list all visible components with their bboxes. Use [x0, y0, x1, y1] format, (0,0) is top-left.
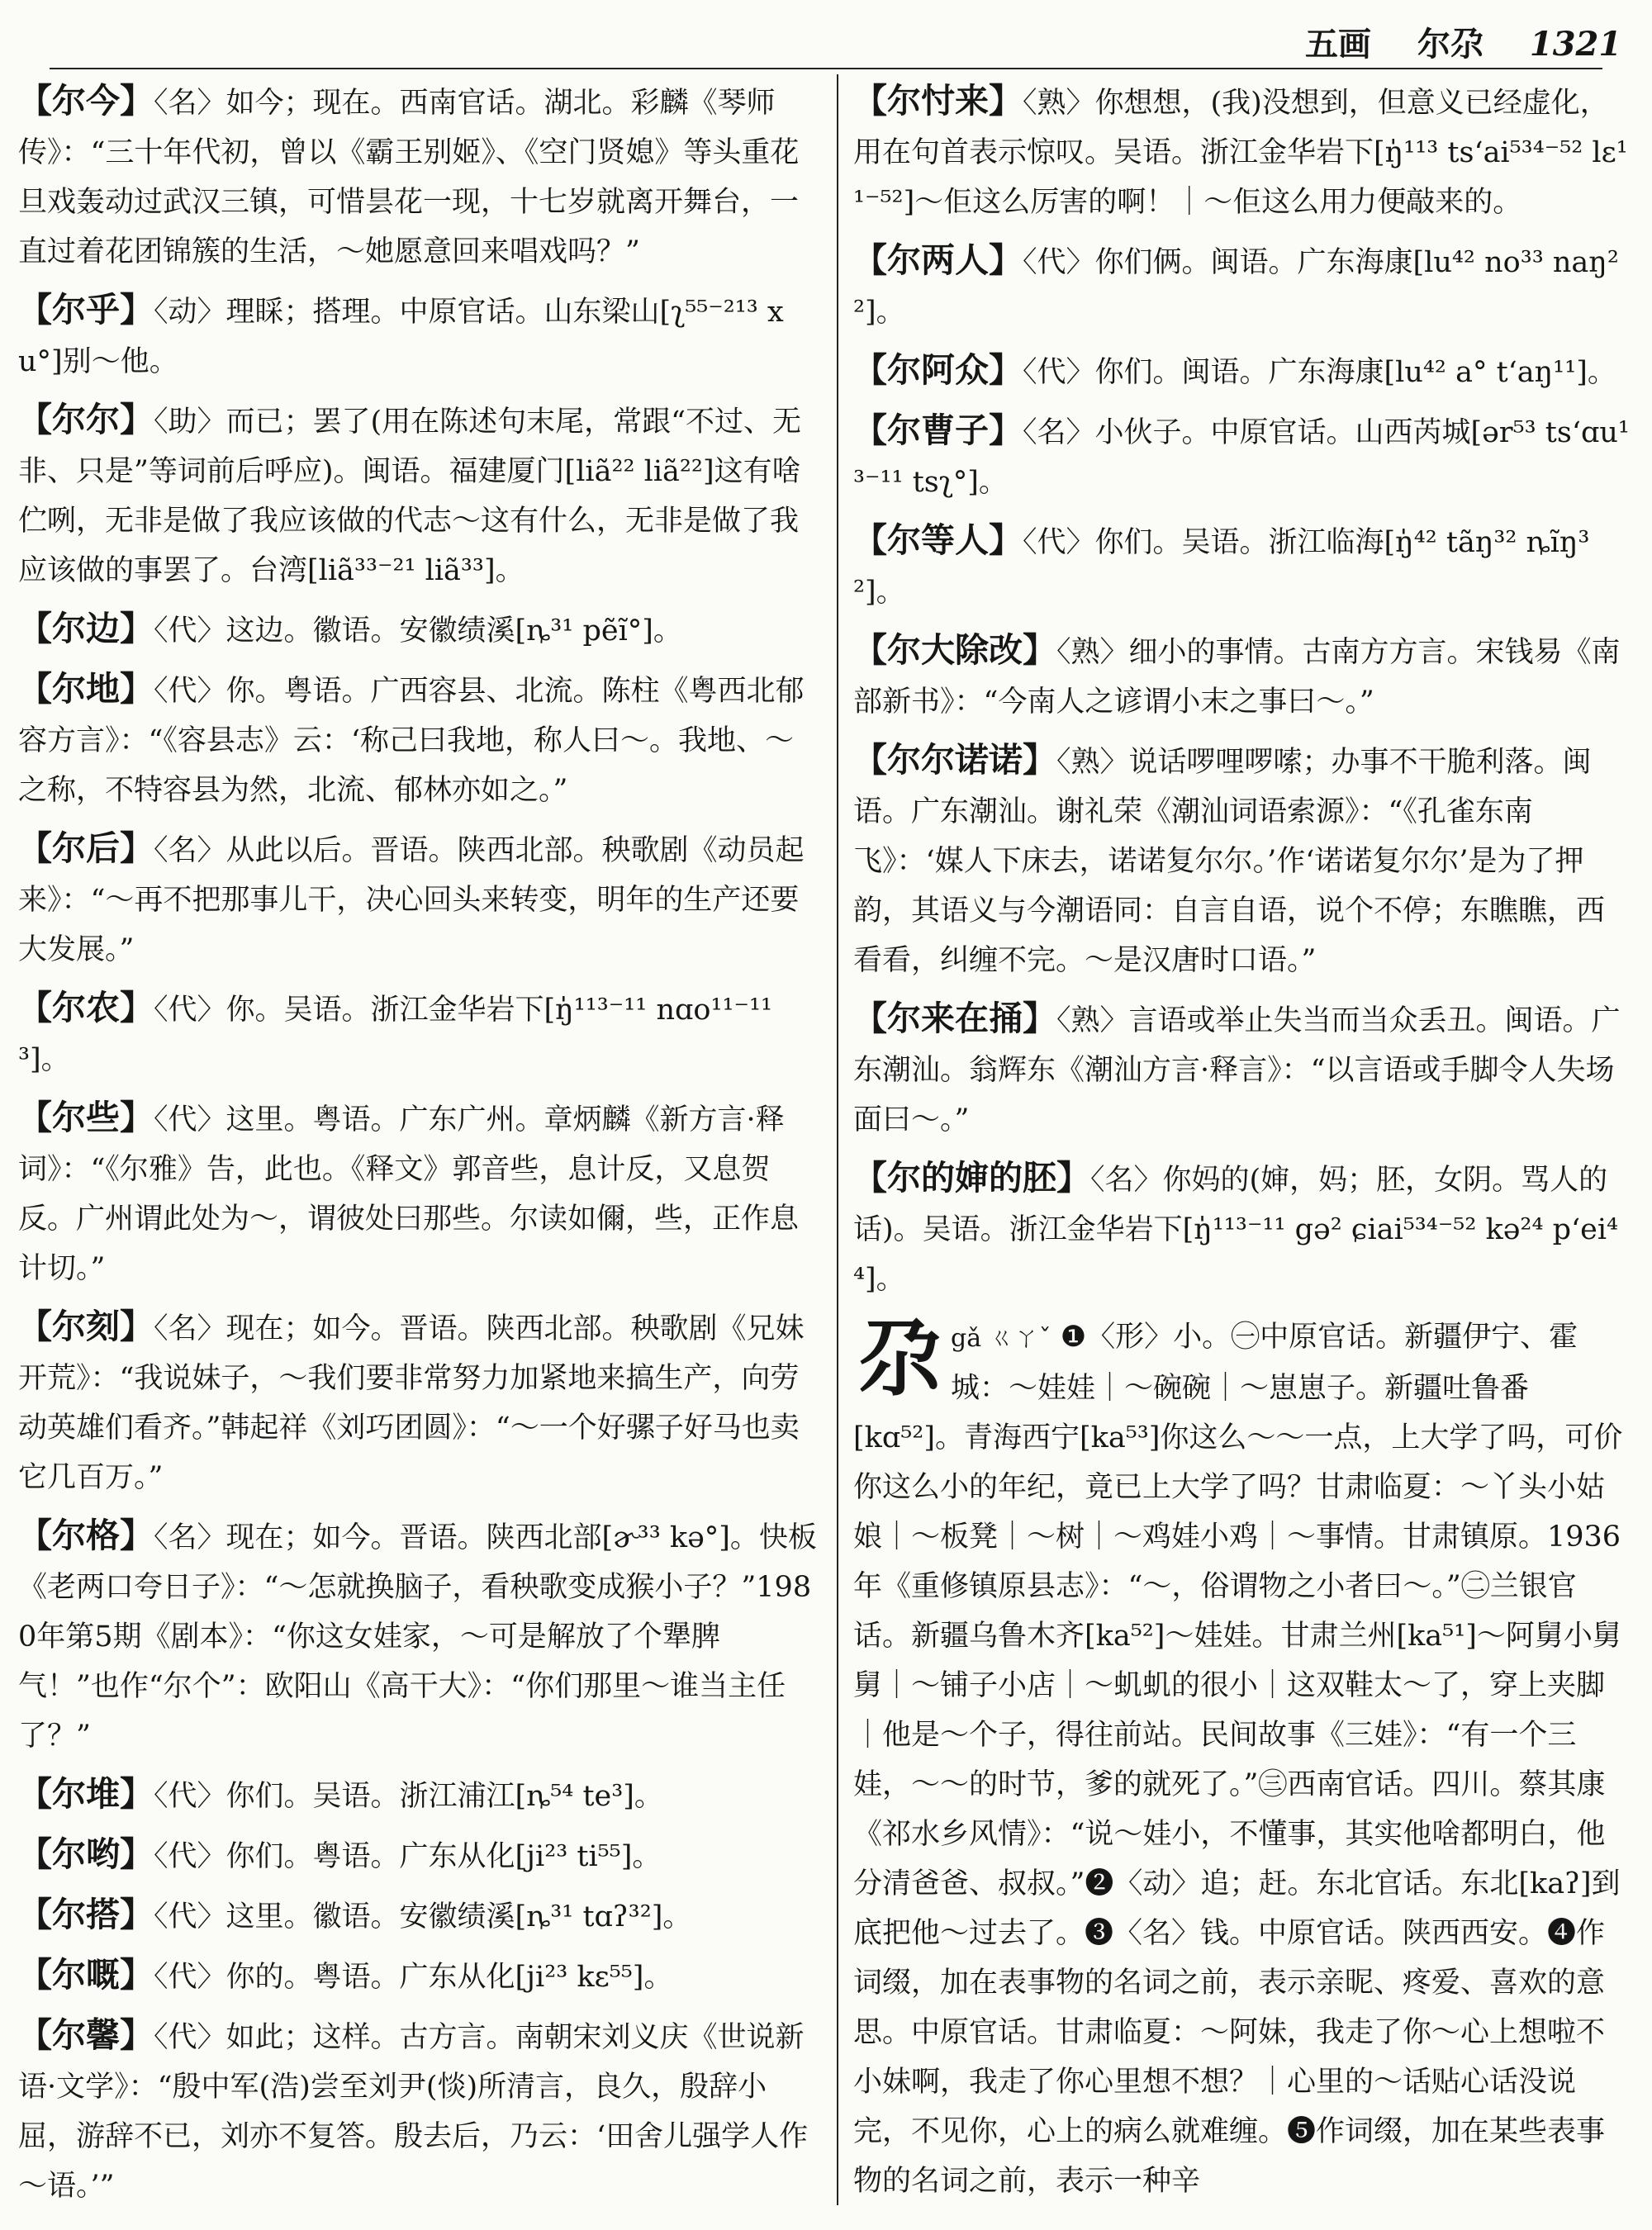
entry-headword: 【尔曹子】: [853, 410, 1023, 450]
entry-headword: 【尔些】: [18, 1098, 154, 1137]
entry-headword: 【尔等人】: [853, 520, 1023, 560]
entry-headword: 【尔两人】: [853, 240, 1023, 280]
entry-definition: 〈代〉你们。吴语。浙江临海[ŋ̍⁴² tãŋ³² ȵĩŋ³²]。: [853, 526, 1590, 609]
header-rule: [50, 68, 1602, 69]
headword-character: 尕: [858, 1310, 941, 1407]
dictionary-entry: [853, 625, 1630, 727]
entry-definition: 〈助〉而已；罢了(用在陈述句末尾，常跟“不过、无非、只是”等词前后呼应)。闽语。福建厦门[liã²² liã²²]这有啥伫咧，无非是做了我应该做的代志～这有什么，无非是做了我应该做的事罢了。台湾[liã³³⁻²¹ liã³³]。: [18, 406, 802, 587]
entry-definition: 〈代〉这里。徽语。安徽绩溪[ȵ³¹ tɑʔ³²]。: [154, 1900, 692, 1933]
page-header: [1305, 18, 1622, 68]
entry-headword: 【尔地】: [18, 669, 154, 709]
dictionary-entry: [18, 2010, 821, 2211]
entry-headword: 【尔刻】: [18, 1307, 154, 1346]
dictionary-entry: [18, 1890, 821, 1942]
dictionary-entry: [853, 406, 1630, 507]
entry-headword: 【尔今】: [18, 81, 154, 121]
dictionary-entry: [18, 1769, 821, 1821]
entry-headword: 【尔阿众】: [853, 350, 1023, 390]
entry-definition: 〈名〉现在；如今。晋语。陕西北部[ɚ³³ kə°]。快板《老两口夸日子》：“～怎就换脑子，看秧歌变成猴小子？”1980年第5期《剧本》：“你这女娃家，～可是解放了个犟脾气！”也作“尔个”：欧阳山《高干大》：“你们那里～谁当主任了？”: [18, 1521, 817, 1753]
dictionary-entry: [853, 994, 1630, 1145]
dictionary-entry: [18, 285, 821, 387]
right-column: [853, 76, 1630, 2206]
entry-definition: 〈代〉你的。粤语。广东从化[ji²³ kɛ⁵⁵]。: [154, 1961, 673, 1994]
page-number: 1321: [1529, 25, 1622, 64]
dictionary-entry: [853, 76, 1630, 227]
dictionary-entry: [853, 345, 1630, 397]
dictionary-entry: [18, 1302, 821, 1502]
entry-headword: 【尔搭】: [18, 1895, 154, 1934]
entry-headword: 【尔乎】: [18, 290, 154, 330]
entry-headword: 【尔后】: [18, 828, 154, 868]
character-entry-body: ❶〈形〉小。㊀中原官话。新疆伊宁、霍城：～娃娃｜～碗碗｜～崽崽子。新疆吐鲁番[kɑ⁵²]。青海西宁[ka⁵³]你这么～～一点，上大学了吗，可价你这么小的年纪，竟已上大学了吗？甘肃临夏：～丫头小姑娘｜～板凳｜～树｜～鸡娃小鸡｜～事情。甘肃镇原。1936年《重修镇原县志》：“～，俗谓物之小者曰～。”㊁兰银官话。新疆乌鲁木齐[ka⁵²]～娃娃。甘肃兰州[ka⁵¹]～阿舅小舅舅｜～铺子小店｜～虮虮的很小｜这双鞋太～了，穿上夹脚｜他是～个子，得往前站。民间故事《三娃》：“有一个三娃，～～的时节，爹的就死了。”㊂西南官话。四川。蔡其康《祁水乡风情》：“说～娃小，不懂事，其实他啥都明白，他分清爸爸、叔叔。”❷〈动〉追；赶。东北官话。东北[kaʔ]到底把他～过去了。❸〈名〉钱。中原官话。陕西西安。❹作词缀，加在表事物的名词之前，表示亲昵、疼爱、喜欢的意思。中原官话。甘肃临夏：～阿妹，我走了你～心上想啦不小妹啊，我走了你心里想不想？｜心里的～话贴心话没说完，不见你，心上的病么就难缠。❺作词缀，加在某些表事物的名词之前，表示一种辛: [853, 1321, 1623, 2198]
entry-definition: 〈熟〉你想想，(我)没想到，但意义已经虚化，用在句首表示惊叹。吴语。浙江金华岩下[ŋ̍¹¹³ ts‘ai⁵³⁴⁻⁵² lɛ¹¹⁻⁵²]～佢这么厉害的啊！｜～佢这么用力便敲来的。: [853, 87, 1628, 219]
dictionary-entry: [853, 235, 1630, 337]
dictionary-entry: [18, 1950, 821, 2002]
entry-headword: 【尔忖来】: [853, 81, 1023, 121]
dictionary-entry: [18, 76, 821, 277]
dictionary-entry: [853, 515, 1630, 617]
entry-definition: 〈代〉你。粤语。广西容县、北流。陈柱《粤西北郁容方言》：“《容县志》云：‘称己曰我地，称人曰～。我地、～之称，不特容县为然，北流、郁林亦如之。”: [18, 675, 805, 807]
entry-headword: 【尔格】: [18, 1516, 154, 1555]
dictionary-entry: [18, 1093, 821, 1293]
dictionary-entry: [18, 604, 821, 656]
entry-headword: 【尔农】: [18, 988, 154, 1027]
entry-definition: 〈熟〉言语或举止失当而当众丢丑。闽语。广东潮汕。翁辉东《潮汕方言·释言》：“以言语或手脚令人失场面曰～。”: [853, 1004, 1621, 1136]
dictionary-entry: [18, 983, 821, 1084]
section-characters: 尔尕: [1417, 25, 1483, 64]
stroke-count: 五画: [1305, 25, 1371, 64]
column-divider: [837, 74, 838, 2205]
entry-headword: 【尔堆】: [18, 1774, 154, 1814]
left-column: [18, 76, 821, 2219]
entry-definition: 〈代〉你们俩。闽语。广东海康[lu⁴² no³³ naŋ²²]。: [853, 246, 1619, 329]
entry-definition: 〈代〉你们。闽语。广东海康[lu⁴² a° t‘aŋ¹¹]。: [1023, 356, 1616, 389]
entry-headword: 【尔嘅】: [18, 1955, 154, 1995]
entry-definition: 〈代〉如此；这样。古方言。南朝宋刘义庆《世说新语·文学》：“殷中军(浩)尝至刘尹(惔)所清言，良久，殷辞小屈，游辞不已，刘亦不复答。殷去后，乃云：‘田舍儿强学人作～语。’”: [18, 2021, 809, 2203]
entry-definition: 〈名〉从此以后。晋语。陕西北部。秧歌剧《动员起来》：“～再不把那事儿干，决心回头来转变，明年的生产还要大发展。”: [18, 834, 805, 966]
entry-headword: 【尔馨】: [18, 2015, 154, 2055]
entry-headword: 【尔尔诺诺】: [853, 740, 1056, 780]
entry-headword: 【尔的婶的胚】: [853, 1158, 1090, 1198]
headword-pronunciation: gǎ ㄍㄚˇ: [951, 1324, 1051, 1353]
entry-definition: 〈代〉你们。粤语。广东从化[ji²³ ti⁵⁵]。: [154, 1840, 662, 1873]
entry-headword: 【尔边】: [18, 609, 154, 648]
entry-headword: 【尔大除改】: [853, 630, 1056, 670]
entry-headword: 【尔哟】: [18, 1834, 154, 1874]
entry-definition: 〈名〉如今；现在。西南官话。湖北。彩麟《琴师传》：“三十年代初，曾以《霸王别姬》、《空门贤媳》等头重花旦戏轰动过武汉三镇，可惜昙花一现，十七岁就离开舞台，一直过着花团锦簇的生活，～她愿意回来唱戏吗？”: [18, 87, 800, 268]
entry-definition: 〈代〉这边。徽语。安徽绩溪[ȵ³¹ pẽĩ°]。: [154, 614, 682, 648]
entry-definition: 〈名〉你妈的(婶，妈；胚，女阴。骂人的话)。吴语。浙江金华岩下[ŋ̍¹¹³⁻¹¹ gə² ɕiai⁵³⁴⁻⁵² kə²⁴ p‘ei⁴⁴]。: [853, 1164, 1619, 1296]
entry-definition: 〈代〉你。吴语。浙江金华岩下[ŋ̍¹¹³⁻¹¹ nɑo¹¹⁻¹¹³]。: [18, 994, 773, 1076]
entry-definition: 〈动〉理睬；搭理。中原官话。山东梁山[ʅ⁵⁵⁻²¹³ xu°]别～他。: [18, 296, 784, 378]
dictionary-entry: [18, 823, 821, 975]
entry-definition: 〈代〉这里。粤语。广东广州。章炳麟《新方言·释词》：“《尔雅》告，此也。《释文》郭音些，息计反，又息贺反。广州谓此处为～，谓彼处曰那些。尔读如儞，些，正作息计切。”: [18, 1103, 800, 1285]
entry-headword: 【尔来在捅】: [853, 999, 1056, 1038]
right-entries: [853, 76, 1630, 1304]
entry-definition: 〈熟〉说话啰哩啰嗦；办事不干脆利落。闽语。广东潮汕。谢礼荣《潮汕词语索源》：“《孔雀东南飞》：‘媒人下床去，诺诺复尔尔。’作‘诺诺复尔尔’是为了押韵，其语义与今潮语同：自言自语，说个不停；东瞧瞧，西看看，纠缠不完。～是汉唐时口语。”: [853, 746, 1606, 977]
dictionary-entry: [18, 1829, 821, 1881]
dictionary-entry: [853, 735, 1630, 985]
dictionary-entry: [18, 395, 821, 595]
entry-definition: 〈熟〉细小的事情。古南方方言。宋钱易《南部新书》：“今南人之谚谓小末之事曰～。”: [853, 636, 1621, 719]
character-entry: [853, 1312, 1630, 2206]
dictionary-entry: [18, 1511, 821, 1761]
entry-definition: 〈名〉小伙子。中原官话。山西芮城[ər⁵³ ts‘ɑu¹³⁻¹¹ tsʅ°]。: [853, 416, 1630, 499]
dictionary-entry: [18, 664, 821, 815]
entry-definition: 〈代〉你们。吴语。浙江浦江[ȵ⁵⁴ te³]。: [154, 1780, 663, 1813]
entry-headword: 【尔尔】: [18, 400, 154, 439]
dictionary-entry: [853, 1153, 1630, 1304]
entry-definition: 〈名〉现在；如今。晋语。陕西北部。秧歌剧《兄妹开荒》：“我说妹子，～我们要非常努力加紧地来搞生产，向劳动英雄们看齐。”韩起祥《刘巧团圆》：“～一个好骡子好马也卖它几百万。”: [18, 1312, 805, 1494]
